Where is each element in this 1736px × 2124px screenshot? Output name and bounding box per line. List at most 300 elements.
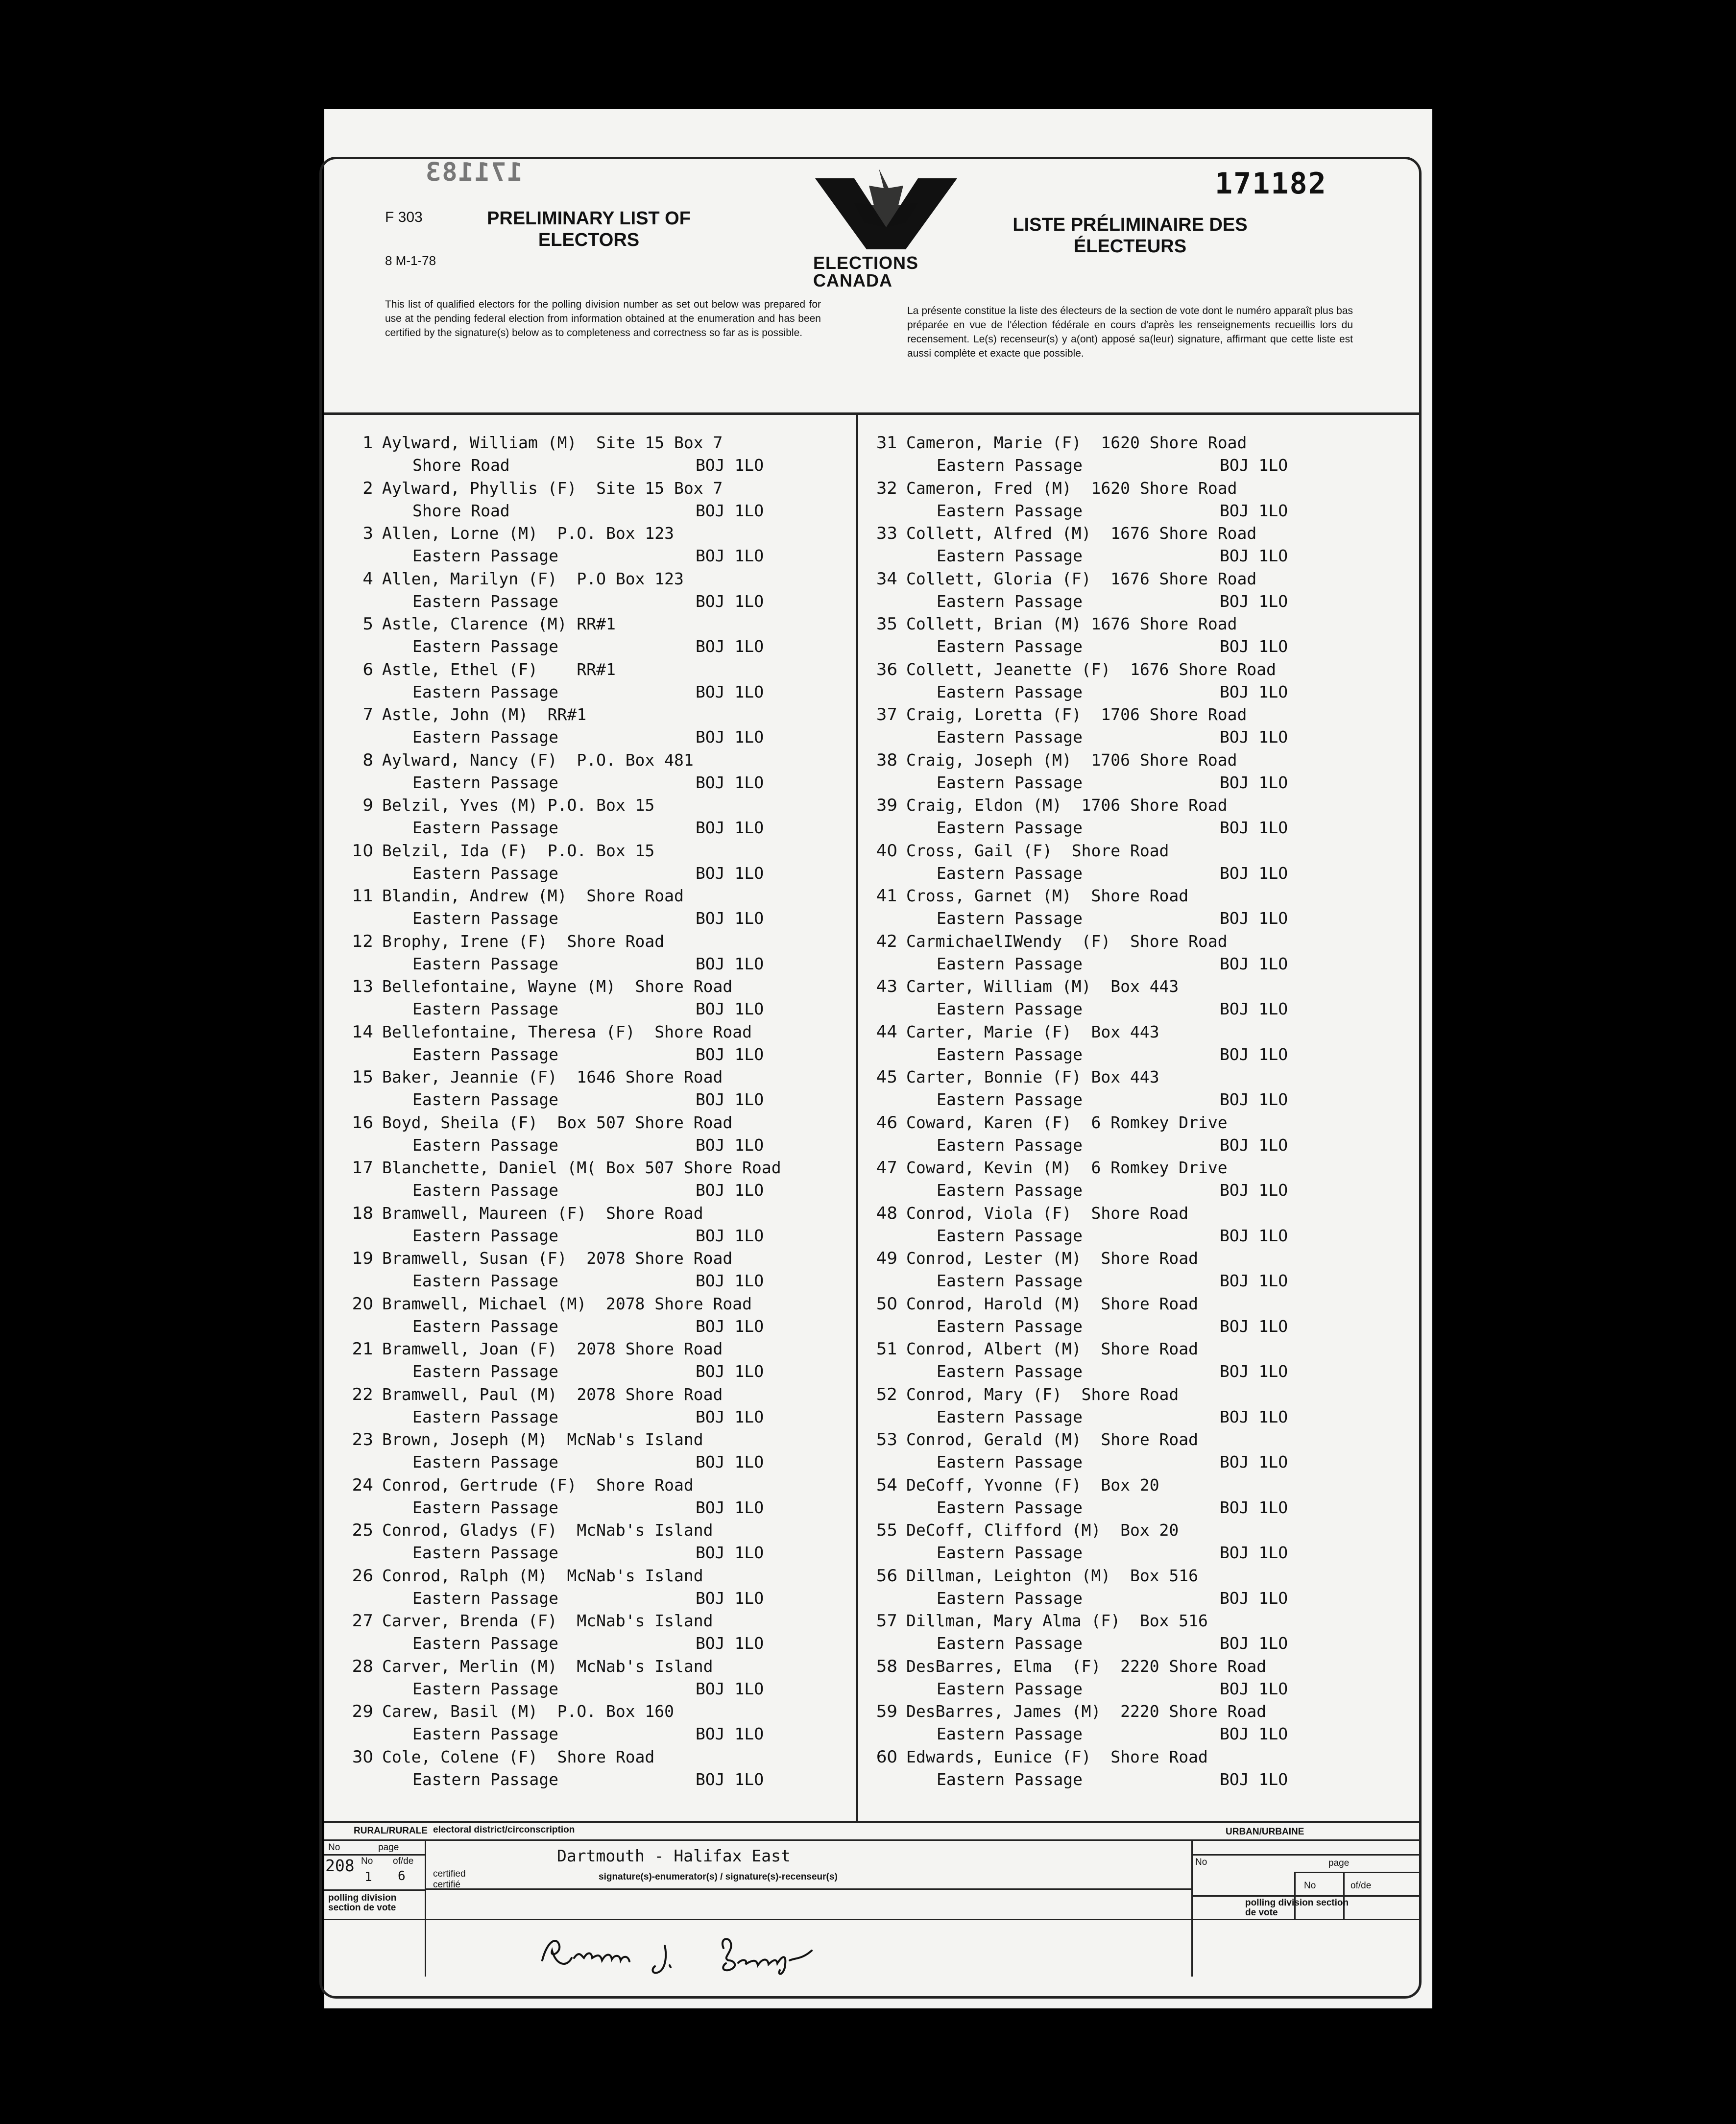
elector-number: 12 [352, 931, 373, 951]
elector-number: 5 [362, 614, 373, 634]
electors-right-column [863, 433, 1402, 1792]
elector-number: 27 [352, 1611, 373, 1631]
postal-code: BOJ 1LO [1220, 1769, 1288, 1789]
elector-address: Eastern Passage [412, 1316, 559, 1336]
elector-address: Eastern Passage [412, 1679, 559, 1698]
elector-number: 21 [352, 1339, 373, 1359]
elector-entry [339, 705, 853, 750]
elector-name-line: Allen, Lorne (M) P.O. Box 123 [382, 524, 675, 543]
district-value: Dartmouth - Halifax East [557, 1846, 791, 1865]
elector-name-line: Bramwell, Michael (M) 2078 Shore Road [382, 1294, 752, 1313]
elector-number: 25 [352, 1521, 373, 1540]
elector-entry [863, 1475, 1402, 1521]
elections-canada-logo [805, 169, 962, 291]
signature-label: signature(s)-enumerator(s) / signature(s)-recenseur(s) [599, 1872, 838, 1882]
elector-name-line: Carew, Basil (M) P.O. Box 160 [382, 1702, 675, 1721]
elector-entry [863, 524, 1402, 569]
elector-name-line: Bramwell, Paul (M) 2078 Shore Road [382, 1384, 723, 1404]
elector-address: Eastern Passage [412, 1226, 559, 1245]
elector-address: Eastern Passage [937, 909, 1083, 928]
postal-code: BOJ 1LO [696, 1588, 764, 1608]
urban-no-label: No [1195, 1857, 1207, 1867]
elector-number: 33 [876, 524, 897, 543]
column-divider [856, 415, 858, 1821]
elector-number: 58 [876, 1656, 897, 1676]
elector-entry [863, 750, 1402, 796]
urban-of-label: of/de [1350, 1881, 1372, 1891]
elector-number: 11 [352, 886, 373, 906]
elector-entry [339, 569, 853, 615]
postal-code: BOJ 1LO [1220, 1044, 1288, 1064]
electors-list-sheet [324, 109, 1432, 2008]
elector-name-line: Conrod, Ralph (M) McNab's Island [382, 1566, 703, 1585]
elector-entry [339, 796, 853, 841]
elector-entry [863, 1294, 1402, 1340]
elector-name-line: Brophy, Irene (F) Shore Road [382, 931, 665, 951]
elector-name-line: Bramwell, Susan (F) 2078 Shore Road [382, 1249, 733, 1268]
elector-number: 3 [362, 524, 373, 543]
elector-address: Eastern Passage [937, 591, 1083, 611]
elector-name-line: Collett, Brian (M) 1676 Shore Road [906, 614, 1237, 633]
elector-entry [339, 841, 853, 887]
page-number: 1 [364, 1870, 372, 1884]
elector-name-line: Cross, Garnet (M) Shore Road [906, 886, 1189, 905]
elector-name-line: DesBarres, James (M) 2220 Shore Road [906, 1702, 1267, 1721]
elector-number: 39 [876, 796, 897, 815]
elector-address: Eastern Passage [412, 1044, 559, 1064]
elector-entry [863, 1385, 1402, 1430]
postal-code: BOJ 1LO [1220, 727, 1288, 747]
rural-label: RURAL/RURALE [354, 1826, 428, 1836]
elector-name-line: Dillman, Leighton (M) Box 516 [906, 1566, 1199, 1585]
elector-name-line: Boyd, Sheila (F) Box 507 Shore Road [382, 1112, 733, 1132]
elector-entry [339, 1067, 853, 1113]
postal-code: BOJ 1LO [1220, 1679, 1288, 1698]
elector-entry [863, 1747, 1402, 1793]
postal-code: BOJ 1LO [1220, 1634, 1288, 1653]
elector-name-line: Baker, Jeannie (F) 1646 Shore Road [382, 1067, 723, 1086]
postal-code: BOJ 1LO [1220, 1316, 1288, 1336]
postal-code: BOJ 1LO [1220, 1271, 1288, 1290]
elector-entry [339, 1113, 853, 1159]
elector-number: 10 [352, 841, 373, 861]
elector-entry [339, 1204, 853, 1249]
elector-entry [863, 841, 1402, 887]
elector-address: Eastern Passage [937, 1181, 1083, 1200]
postal-code: BOJ 1LO [1220, 1724, 1288, 1743]
postal-code: BOJ 1LO [1220, 954, 1288, 973]
elector-entry [339, 750, 853, 796]
postal-code: BOJ 1LO [696, 818, 764, 837]
postal-code: BOJ 1LO [1220, 591, 1288, 611]
elector-address: Eastern Passage [937, 1497, 1083, 1517]
elector-address: Eastern Passage [937, 818, 1083, 837]
elector-address: Eastern Passage [937, 1724, 1083, 1743]
elector-number: 40 [876, 841, 897, 861]
elector-number: 56 [876, 1566, 897, 1586]
elector-number: 17 [352, 1158, 373, 1178]
logo-text: ELECTIONS CANADA [813, 253, 919, 290]
elector-number: 31 [876, 433, 897, 453]
rural-no-small: No [361, 1856, 373, 1866]
postal-code: BOJ 1LO [696, 501, 764, 520]
postal-code: BOJ 1LO [1220, 1452, 1288, 1472]
elector-number: 7 [362, 705, 373, 724]
elector-entry [863, 1022, 1402, 1068]
elector-name-line: Bellefontaine, Wayne (M) Shore Road [382, 977, 733, 996]
elector-number: 15 [352, 1067, 373, 1087]
elector-entry [339, 1339, 853, 1385]
elector-number: 30 [352, 1747, 373, 1767]
elector-name-line: DesBarres, Elma (F) 2220 Shore Road [906, 1656, 1267, 1676]
elector-entry [863, 796, 1402, 841]
elector-entry [339, 932, 853, 977]
elector-address: Eastern Passage [412, 591, 559, 611]
elector-name-line: Brown, Joseph (M) McNab's Island [382, 1430, 703, 1449]
elector-number: 37 [876, 705, 897, 724]
elector-entry [863, 1702, 1402, 1747]
elector-address: Eastern Passage [412, 637, 559, 656]
elector-number: 52 [876, 1384, 897, 1404]
elector-number: 32 [876, 478, 897, 498]
elector-address: Eastern Passage [412, 1769, 559, 1789]
elector-address: Eastern Passage [412, 1724, 559, 1743]
elector-address: Eastern Passage [412, 1090, 559, 1109]
electors-left-column [339, 433, 853, 1792]
elector-entry [863, 479, 1402, 524]
postal-code: BOJ 1LO [696, 456, 764, 475]
elector-entry [863, 1339, 1402, 1385]
elector-name-line: Carver, Merlin (M) McNab's Island [382, 1656, 713, 1676]
elector-address: Eastern Passage [937, 772, 1083, 792]
elector-address: Eastern Passage [412, 818, 559, 837]
elector-entry [339, 1294, 853, 1340]
elector-name-line: Cameron, Fred (M) 1620 Shore Road [906, 478, 1237, 498]
district-label: electoral district/circonscription [433, 1825, 575, 1835]
elector-number: 45 [876, 1067, 897, 1087]
elector-name-line: Astle, Ethel (F) RR#1 [382, 659, 616, 679]
elector-address: Eastern Passage [937, 1271, 1083, 1290]
elector-number: 24 [352, 1475, 373, 1495]
elector-number: 55 [876, 1521, 897, 1540]
page-total: 6 [398, 1869, 406, 1883]
elector-entry [339, 1566, 853, 1612]
urban-page-label: page [1328, 1858, 1350, 1868]
postal-code: BOJ 1LO [1220, 818, 1288, 837]
postal-code: BOJ 1LO [1220, 682, 1288, 701]
elector-name-line: Blanchette, Daniel (M( Box 507 Shore Road [382, 1158, 781, 1177]
postal-code: BOJ 1LO [696, 999, 764, 1018]
elector-number: 16 [352, 1112, 373, 1133]
urban-label: URBAN/URBAINE [1226, 1827, 1304, 1837]
elector-address: Eastern Passage [937, 546, 1083, 565]
certified-label: certified certifié [433, 1869, 466, 1890]
elector-number: 22 [352, 1384, 373, 1404]
elector-address: Eastern Passage [937, 1226, 1083, 1245]
title-french: LISTE PRÉLIMINAIRE DES ÉLECTEURS [1013, 215, 1248, 257]
elector-address: Eastern Passage [937, 682, 1083, 701]
elector-name-line: Astle, Clarence (M) RR#1 [382, 614, 616, 633]
elector-address: Eastern Passage [937, 1634, 1083, 1653]
elector-entry [339, 1022, 853, 1068]
elector-name-line: Collett, Alfred (M) 1676 Shore Road [906, 524, 1257, 543]
elector-name-line: Coward, Karen (F) 6 Romkey Drive [906, 1112, 1228, 1132]
elector-address: Eastern Passage [937, 1543, 1083, 1562]
elector-number: 46 [876, 1112, 897, 1133]
elector-number: 44 [876, 1022, 897, 1042]
elector-name-line: Aylward, William (M) Site 15 Box 7 [382, 433, 723, 452]
elector-address: Eastern Passage [937, 954, 1083, 973]
elector-name-line: Carter, Bonnie (F) Box 443 [906, 1067, 1159, 1086]
elector-entry [863, 433, 1402, 479]
elector-address: Eastern Passage [937, 1090, 1083, 1109]
elector-address: Eastern Passage [412, 1271, 559, 1290]
elector-address: Eastern Passage [412, 727, 559, 747]
elector-number: 47 [876, 1158, 897, 1178]
elector-name-line: Collett, Jeanette (F) 1676 Shore Road [906, 659, 1276, 679]
elector-name-line: Belzil, Yves (M) P.O. Box 15 [382, 796, 655, 815]
elector-address: Eastern Passage [937, 727, 1083, 747]
rural-no-label: No [328, 1842, 340, 1853]
elector-address: Eastern Passage [412, 772, 559, 792]
elector-entry [863, 1067, 1402, 1113]
postal-code: BOJ 1LO [1220, 456, 1288, 475]
elector-entry [339, 886, 853, 932]
elector-entry [339, 1521, 853, 1566]
elector-number: 8 [362, 750, 373, 770]
elector-name-line: Cross, Gail (F) Shore Road [906, 841, 1169, 860]
elector-address: Eastern Passage [937, 1135, 1083, 1155]
elector-address: Eastern Passage [937, 501, 1083, 520]
elector-number: 50 [876, 1294, 897, 1314]
elector-number: 13 [352, 977, 373, 996]
elector-address: Eastern Passage [412, 1135, 559, 1155]
elector-address: Eastern Passage [412, 1362, 559, 1381]
elector-name-line: Carver, Brenda (F) McNab's Island [382, 1611, 713, 1630]
elector-name-line: Edwards, Eunice (F) Shore Road [906, 1747, 1208, 1766]
postal-code: BOJ 1LO [696, 727, 764, 747]
elector-entry [339, 1611, 853, 1657]
elector-number: 36 [876, 659, 897, 679]
elector-address: Eastern Passage [412, 999, 559, 1018]
postal-code: BOJ 1LO [1220, 1543, 1288, 1562]
postal-code: BOJ 1LO [1220, 1181, 1288, 1200]
elector-number: 60 [876, 1747, 897, 1767]
elector-name-line: Allen, Marilyn (F) P.O Box 123 [382, 569, 684, 588]
postal-code: BOJ 1LO [696, 1090, 764, 1109]
postal-code: BOJ 1LO [696, 1181, 764, 1200]
postal-code: BOJ 1LO [696, 1724, 764, 1743]
elector-address: Eastern Passage [937, 1679, 1083, 1698]
elector-entry [863, 614, 1402, 660]
elector-name-line: Carter, Marie (F) Box 443 [906, 1022, 1159, 1041]
elector-address: Eastern Passage [412, 1543, 559, 1562]
postal-code: BOJ 1LO [696, 682, 764, 701]
elector-entry [339, 524, 853, 569]
elector-entry [339, 1702, 853, 1747]
elector-number: 9 [362, 796, 373, 815]
postal-code: BOJ 1LO [1220, 863, 1288, 883]
serial-number: 171182 [1215, 167, 1327, 201]
urban-no-small: No [1304, 1881, 1316, 1891]
elector-address: Shore Road [412, 456, 510, 475]
serial-number-mirrored: 171183 [425, 158, 523, 187]
header-divider [324, 412, 1422, 415]
elector-number: 57 [876, 1611, 897, 1631]
elector-name-line: Conrod, Gerald (M) Shore Road [906, 1430, 1199, 1449]
postal-code: BOJ 1LO [696, 1452, 764, 1472]
intro-text-english: This list of qualified electors for the polling division number as set out below was prepared for use at the pending federal election from information obtained at the enumeration and has been certified by the signature(s) below as to completeness and correctness so far as is possible. [385, 299, 821, 338]
elector-name-line: Cole, Colene (F) Shore Road [382, 1747, 655, 1766]
elector-number: 26 [352, 1566, 373, 1586]
elector-entry [863, 569, 1402, 615]
elector-number: 38 [876, 750, 897, 770]
elector-name-line: Craig, Loretta (F) 1706 Shore Road [906, 705, 1247, 724]
elector-address: Eastern Passage [937, 637, 1083, 656]
elector-entry [339, 977, 853, 1022]
elector-address: Eastern Passage [937, 1452, 1083, 1472]
elector-address: Eastern Passage [412, 1634, 559, 1653]
elector-address: Eastern Passage [412, 1452, 559, 1472]
elector-name-line: Belzil, Ida (F) P.O. Box 15 [382, 841, 655, 860]
elector-name-line: Dillman, Mary Alma (F) Box 516 [906, 1611, 1208, 1630]
elector-number: 53 [876, 1430, 897, 1449]
postal-code: BOJ 1LO [1220, 1226, 1288, 1245]
form-footer [324, 1821, 1412, 1978]
postal-code: BOJ 1LO [1220, 501, 1288, 520]
postal-code: BOJ 1LO [696, 1362, 764, 1381]
elector-entry [339, 1430, 853, 1475]
postal-code: BOJ 1LO [696, 1679, 764, 1698]
elector-name-line: Conrod, Gertrude (F) Shore Road [382, 1475, 694, 1495]
elector-name-line: Conrod, Albert (M) Shore Road [906, 1339, 1199, 1358]
postal-code: BOJ 1LO [696, 1497, 764, 1517]
elector-entry [339, 479, 853, 524]
rural-of-label: of/de [393, 1856, 414, 1866]
postal-code: BOJ 1LO [1220, 1497, 1288, 1517]
postal-code: BOJ 1LO [696, 1271, 764, 1290]
elector-address: Shore Road [412, 501, 510, 520]
elector-number: 48 [876, 1203, 897, 1223]
elector-entry [863, 1657, 1402, 1702]
elector-number: 19 [352, 1249, 373, 1268]
elector-name-line: Craig, Eldon (M) 1706 Shore Road [906, 796, 1228, 815]
elector-number: 43 [876, 977, 897, 996]
postal-code: BOJ 1LO [1220, 1135, 1288, 1155]
elector-entry [863, 705, 1402, 750]
postal-code: BOJ 1LO [1220, 772, 1288, 792]
postal-code: BOJ 1LO [1220, 1588, 1288, 1608]
elector-entry [863, 886, 1402, 932]
elector-entry [339, 660, 853, 705]
elector-name-line: Coward, Kevin (M) 6 Romkey Drive [906, 1158, 1228, 1177]
elector-name-line: Craig, Joseph (M) 1706 Shore Road [906, 750, 1237, 770]
postal-code: BOJ 1LO [1220, 1362, 1288, 1381]
elector-entry [863, 1430, 1402, 1475]
elector-address: Eastern Passage [937, 1769, 1083, 1789]
postal-code: BOJ 1LO [1220, 637, 1288, 656]
postal-code: BOJ 1LO [1220, 909, 1288, 928]
postal-code: BOJ 1LO [696, 1226, 764, 1245]
elector-entry [863, 1158, 1402, 1204]
elector-number: 23 [352, 1430, 373, 1449]
elector-name-line: Bellefontaine, Theresa (F) Shore Road [382, 1022, 752, 1041]
elector-number: 54 [876, 1475, 897, 1495]
elector-number: 51 [876, 1339, 897, 1359]
elector-address: Eastern Passage [412, 863, 559, 883]
postal-code: BOJ 1LO [696, 772, 764, 792]
elector-entry [339, 1747, 853, 1793]
elector-entry [339, 1385, 853, 1430]
elector-name-line: CarmichaelIWendy (F) Shore Road [906, 931, 1228, 951]
postal-code: BOJ 1LO [696, 1316, 764, 1336]
elector-name-line: DeCoff, Yvonne (F) Box 20 [906, 1475, 1159, 1495]
elector-address: Eastern Passage [937, 456, 1083, 475]
elector-number: 34 [876, 569, 897, 589]
elector-number: 18 [352, 1203, 373, 1223]
elector-number: 1 [362, 433, 373, 453]
elector-entry [339, 1158, 853, 1204]
elector-address: Eastern Passage [412, 682, 559, 701]
elector-address: Eastern Passage [937, 999, 1083, 1018]
elector-address: Eastern Passage [412, 954, 559, 973]
postal-code: BOJ 1LO [1220, 1090, 1288, 1109]
elector-entry [339, 1475, 853, 1521]
elector-number: 35 [876, 614, 897, 634]
elector-number: 2 [362, 478, 373, 498]
elector-name-line: Conrod, Lester (M) Shore Road [906, 1249, 1199, 1268]
elector-entry [863, 660, 1402, 705]
postal-code: BOJ 1LO [696, 1769, 764, 1789]
elector-name-line: Collett, Gloria (F) 1676 Shore Road [906, 569, 1257, 588]
elector-number: 6 [362, 659, 373, 679]
elector-address: Eastern Passage [412, 546, 559, 565]
elector-name-line: Bramwell, Joan (F) 2078 Shore Road [382, 1339, 723, 1358]
postal-code: BOJ 1LO [696, 1135, 764, 1155]
elector-number: 29 [352, 1702, 373, 1721]
postal-code: BOJ 1LO [1220, 546, 1288, 565]
elector-entry [863, 977, 1402, 1022]
postal-code: BOJ 1LO [696, 637, 764, 656]
polling-division-number: 208 [325, 1856, 355, 1875]
postal-code: BOJ 1LO [696, 863, 764, 883]
elector-entry [863, 1611, 1402, 1657]
postal-code: BOJ 1LO [1220, 1407, 1288, 1426]
elector-address: Eastern Passage [937, 1362, 1083, 1381]
elector-entry [339, 1249, 853, 1294]
postal-code: BOJ 1LO [696, 1044, 764, 1064]
form-date: 8 M-1-78 [385, 253, 436, 268]
elector-number: 49 [876, 1249, 897, 1268]
elector-entry [863, 1113, 1402, 1159]
elector-address: Eastern Passage [412, 1407, 559, 1426]
elector-name-line: Aylward, Nancy (F) P.O. Box 481 [382, 750, 694, 770]
elector-name-line: Conrod, Viola (F) Shore Road [906, 1203, 1189, 1223]
elector-number: 42 [876, 931, 897, 951]
elector-entry [863, 1521, 1402, 1566]
elector-name-line: Conrod, Harold (M) Shore Road [906, 1294, 1199, 1313]
elector-name-line: Aylward, Phyllis (F) Site 15 Box 7 [382, 478, 723, 498]
elector-address: Eastern Passage [937, 1588, 1083, 1608]
elector-address: Eastern Passage [412, 1181, 559, 1200]
elector-entry [863, 1566, 1402, 1612]
enumerator-signature [537, 1931, 856, 1978]
elector-address: Eastern Passage [937, 863, 1083, 883]
postal-code: BOJ 1LO [696, 954, 764, 973]
elector-address: Eastern Passage [412, 909, 559, 928]
rural-page-label: page [378, 1842, 399, 1853]
title-english: PRELIMINARY LIST OF ELECTORS [487, 208, 691, 250]
